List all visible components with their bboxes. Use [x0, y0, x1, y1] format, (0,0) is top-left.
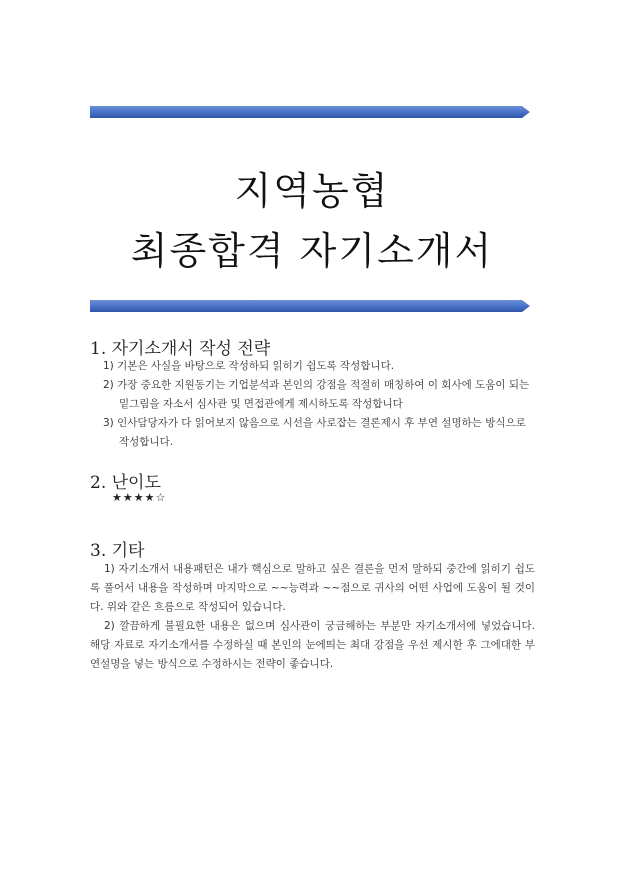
top-divider-bar: [90, 104, 530, 120]
document-title-line1: 지역농협: [234, 169, 390, 213]
section-heading-strategy: 1. 자기소개서 작성 전략: [90, 339, 271, 359]
difficulty-rating: ★★★★☆: [112, 491, 167, 504]
other-paragraph-2: 2) 깔끔하게 불필요한 내용은 없으며 심사관이 궁금해하는 부분만 자기소개서에 넣었습니다. 해당 자료로 자기소개서를 수정하실 때 본인의 눈에띄는 최대 강점을 우선 제시한 후 그에대한 부연설명을 넣는 방식으로 수정하시는 전략이 좋습니다.: [90, 620, 535, 670]
list-item: 2) 가장 중요한 지원동기는 기업분석과 본인의 강점을 적절히 매칭하여 이 회사에 도움이 되는 밑그림을 자소서 심사관 및 면접관에게 제시하도록 작성합니다: [103, 379, 530, 410]
bottom-divider-bar: [90, 298, 530, 314]
list-item: 1) 기본은 사실을 바탕으로 작성하되 읽히기 쉽도록 작성합니다.: [103, 360, 395, 372]
strategy-list: [103, 357, 535, 452]
list-item: 3) 인사담당자가 다 읽어보지 않음으로 시선을 사로잡는 결론제시 후 부연 설명하는 방식으로 작성합니다.: [103, 417, 526, 448]
section-heading-other: 3. 기타: [90, 541, 145, 561]
other-paragraph-1: 1) 자기소개서 내용패턴은 내가 핵심으로 말하고 싶은 결론을 먼저 말하되 중간에 읽히기 쉽도록 풀어서 내용을 작성하며 마지막으로 ~~능력과 ~~점으로 귀사의 어떤 사업에 도움이 될 것이다. 위와 같은 흐름으로 작성되어 있습니다.: [90, 563, 535, 613]
section-heading-difficulty: 2. 난이도: [90, 473, 161, 493]
document-title-line2: 최종합격 자기소개서: [130, 229, 494, 273]
